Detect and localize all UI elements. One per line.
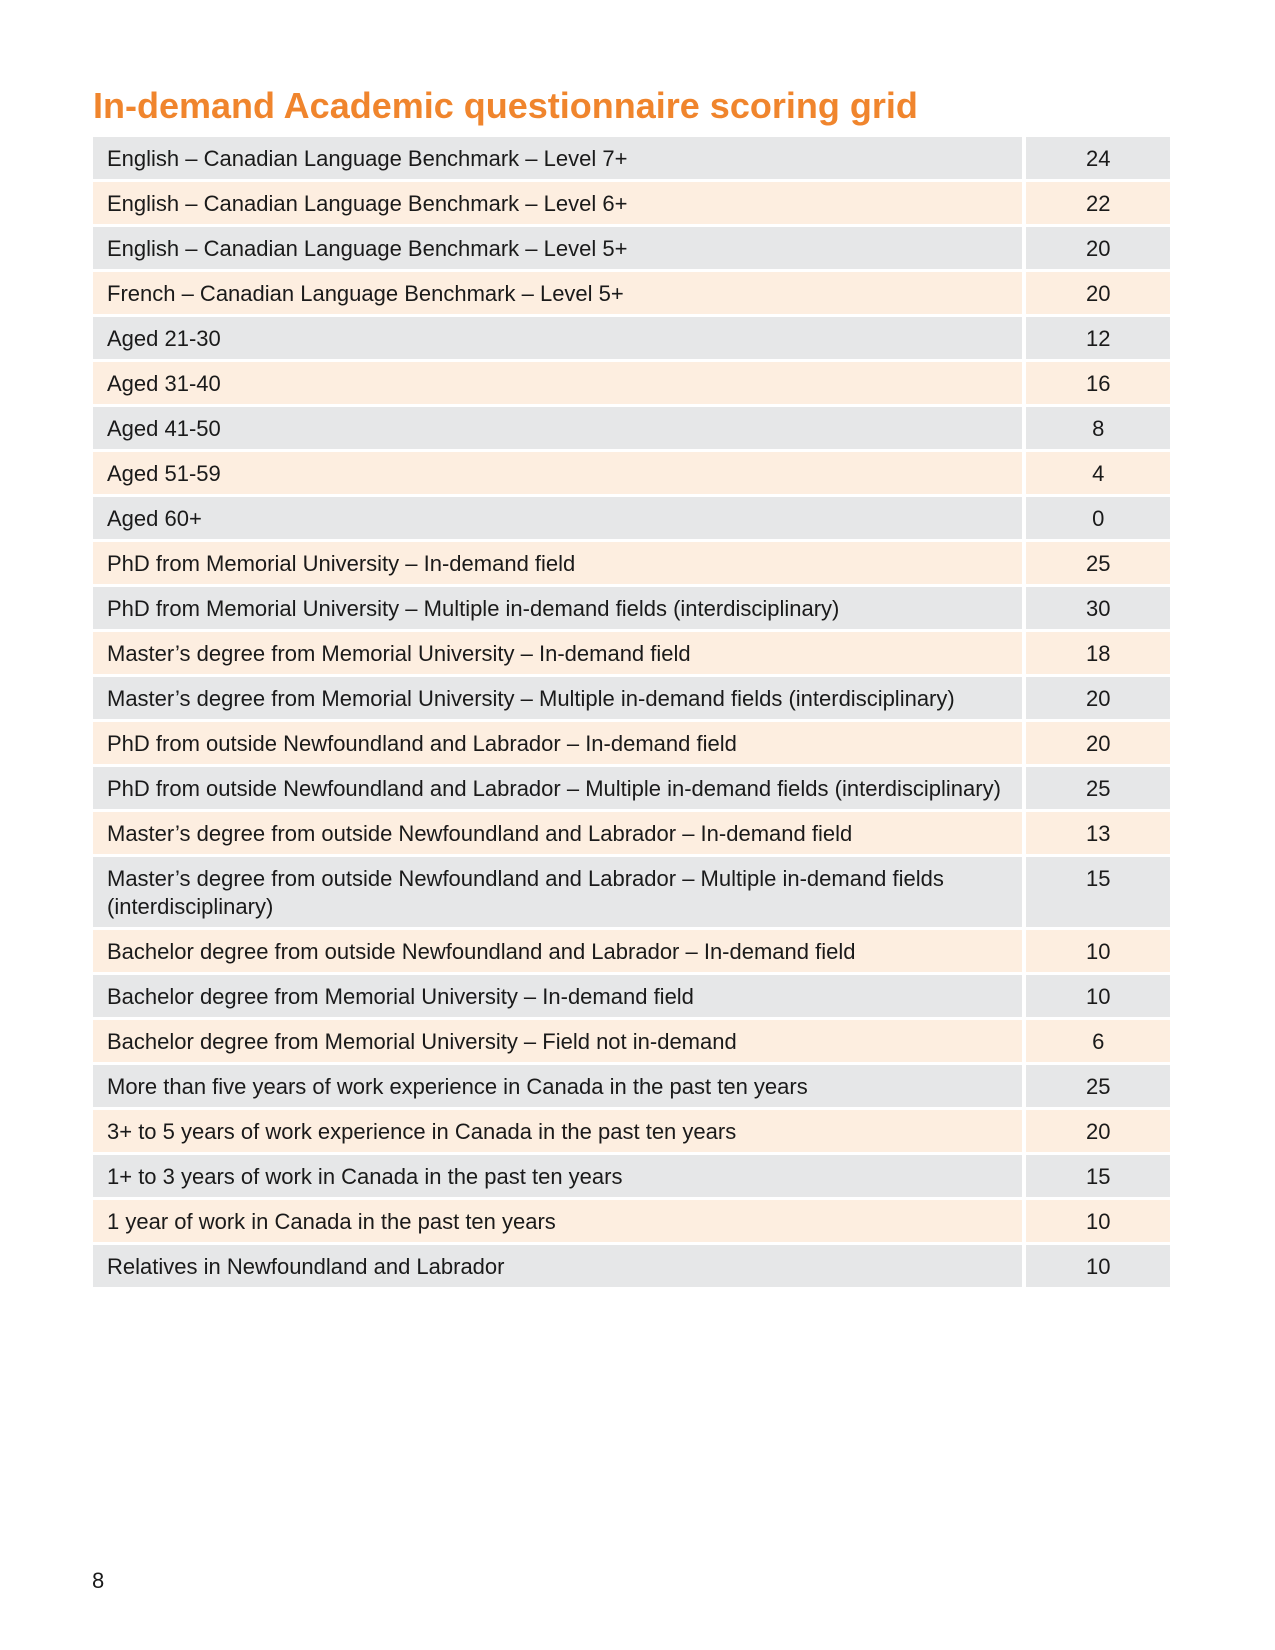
points-cell: 15 xyxy=(1026,1155,1170,1197)
points-cell: 10 xyxy=(1026,975,1170,1017)
points-cell: 20 xyxy=(1026,272,1170,314)
criterion-cell: 1 year of work in Canada in the past ten years xyxy=(93,1200,1026,1242)
points-cell: 24 xyxy=(1026,137,1170,179)
points-cell: 4 xyxy=(1026,452,1170,494)
table-row xyxy=(93,362,1170,404)
criterion-cell: Aged 60+ xyxy=(93,497,1026,539)
table-row xyxy=(93,677,1170,719)
points-cell: 30 xyxy=(1026,587,1170,629)
points-cell: 20 xyxy=(1026,722,1170,764)
page-title: In-demand Academic questionnaire scoring grid xyxy=(93,85,918,126)
table-row xyxy=(93,272,1170,314)
points-cell: 20 xyxy=(1026,1110,1170,1152)
table-row xyxy=(93,1020,1170,1062)
table-row xyxy=(93,182,1170,224)
criterion-cell: French – Canadian Language Benchmark – Level 5+ xyxy=(93,272,1026,314)
table-row xyxy=(93,452,1170,494)
points-cell: 20 xyxy=(1026,677,1170,719)
table-row xyxy=(93,857,1170,927)
points-cell: 16 xyxy=(1026,362,1170,404)
page-number: 8 xyxy=(92,1568,105,1593)
points-cell: 25 xyxy=(1026,1065,1170,1107)
table-row xyxy=(93,975,1170,1017)
table-row xyxy=(93,1200,1170,1242)
criterion-cell: Bachelor degree from Memorial University – In-demand field xyxy=(93,975,1026,1017)
criterion-cell: Master’s degree from Memorial University – Multiple in-demand fields (interdisciplinary) xyxy=(93,677,1026,719)
criterion-cell: Master’s degree from outside Newfoundland and Labrador – Multiple in-demand fields (interdisciplinary) xyxy=(93,857,1026,927)
table-row xyxy=(93,227,1170,269)
points-cell: 18 xyxy=(1026,632,1170,674)
criterion-cell: Aged 41-50 xyxy=(93,407,1026,449)
table-row xyxy=(93,1245,1170,1287)
table-row xyxy=(93,812,1170,854)
criterion-cell: Relatives in Newfoundland and Labrador xyxy=(93,1245,1026,1287)
table-row xyxy=(93,1110,1170,1152)
criterion-cell: PhD from Memorial University – In-demand field xyxy=(93,542,1026,584)
points-cell: 12 xyxy=(1026,317,1170,359)
table-row xyxy=(93,1065,1170,1107)
table-row xyxy=(93,497,1170,539)
table-row xyxy=(93,317,1170,359)
points-cell: 10 xyxy=(1026,1200,1170,1242)
criterion-cell: 1+ to 3 years of work in Canada in the past ten years xyxy=(93,1155,1026,1197)
table-row xyxy=(93,542,1170,584)
points-cell: 13 xyxy=(1026,812,1170,854)
points-cell: 22 xyxy=(1026,182,1170,224)
criterion-cell: 3+ to 5 years of work experience in Canada in the past ten years xyxy=(93,1110,1026,1152)
criterion-cell: Aged 51-59 xyxy=(93,452,1026,494)
criterion-cell: Aged 21-30 xyxy=(93,317,1026,359)
points-cell: 25 xyxy=(1026,542,1170,584)
criterion-cell: Bachelor degree from outside Newfoundland and Labrador – In-demand field xyxy=(93,930,1026,972)
criterion-cell: English – Canadian Language Benchmark – Level 5+ xyxy=(93,227,1026,269)
table-row xyxy=(93,930,1170,972)
points-cell: 15 xyxy=(1026,857,1170,927)
points-cell: 8 xyxy=(1026,407,1170,449)
table-row xyxy=(93,587,1170,629)
criterion-cell: Master’s degree from outside Newfoundland and Labrador – In-demand field xyxy=(93,812,1026,854)
points-cell: 6 xyxy=(1026,1020,1170,1062)
criterion-cell: More than five years of work experience in Canada in the past ten years xyxy=(93,1065,1026,1107)
table-row xyxy=(93,407,1170,449)
table-row xyxy=(93,722,1170,764)
criterion-cell: Bachelor degree from Memorial University – Field not in-demand xyxy=(93,1020,1026,1062)
criterion-cell: PhD from outside Newfoundland and Labrador – In-demand field xyxy=(93,722,1026,764)
criterion-cell: English – Canadian Language Benchmark – Level 6+ xyxy=(93,182,1026,224)
points-cell: 0 xyxy=(1026,497,1170,539)
points-cell: 10 xyxy=(1026,1245,1170,1287)
table-row xyxy=(93,632,1170,674)
criterion-cell: PhD from outside Newfoundland and Labrador – Multiple in-demand fields (interdisciplinary) xyxy=(93,767,1026,809)
points-cell: 10 xyxy=(1026,930,1170,972)
table-row xyxy=(93,767,1170,809)
criterion-cell: English – Canadian Language Benchmark – Level 7+ xyxy=(93,137,1026,179)
criterion-cell: Master’s degree from Memorial University – In-demand field xyxy=(93,632,1026,674)
table-row xyxy=(93,137,1170,179)
points-cell: 20 xyxy=(1026,227,1170,269)
criterion-cell: PhD from Memorial University – Multiple in-demand fields (interdisciplinary) xyxy=(93,587,1026,629)
scoring-grid-table xyxy=(93,134,1170,1290)
table-row xyxy=(93,1155,1170,1197)
criterion-cell: Aged 31-40 xyxy=(93,362,1026,404)
points-cell: 25 xyxy=(1026,767,1170,809)
